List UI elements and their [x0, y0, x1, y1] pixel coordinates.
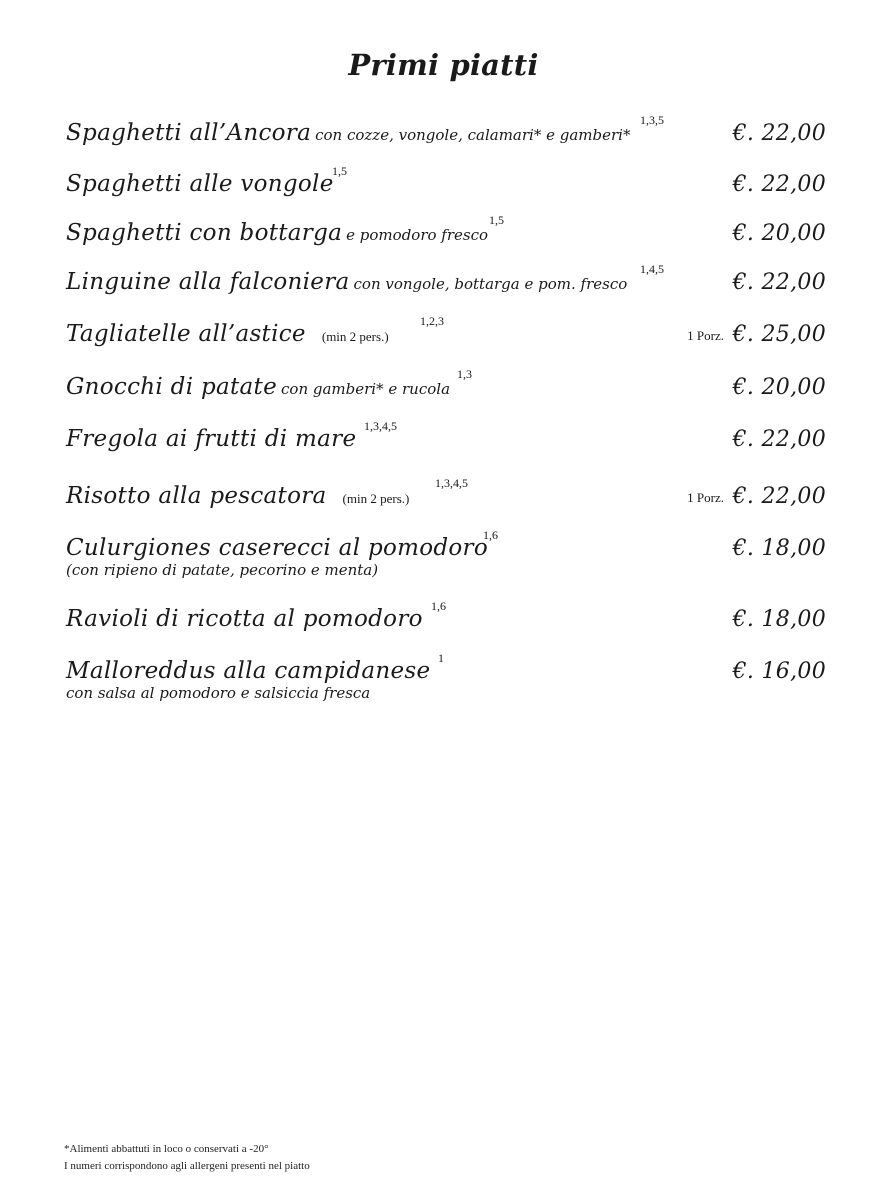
- dish-description: con vongole, bottarga e pom. fresco: [353, 275, 628, 293]
- dish-price: €. 22,00: [732, 484, 826, 509]
- dish-description: con cozze, vongole, calamari* e gamberi*: [315, 126, 631, 144]
- dish-description: con salsa al pomodoro e salsiccia fresca: [66, 684, 371, 702]
- menu-item: [66, 524, 826, 560]
- dish-price: €. 18,00: [732, 607, 826, 632]
- dish-note: (min 2 pers.): [342, 491, 410, 506]
- allergen-codes: 1,3,4,5: [364, 419, 397, 433]
- menu-item: [66, 310, 826, 346]
- menu-item: [66, 472, 826, 508]
- dish-price: €. 18,00: [732, 536, 826, 561]
- dish-price: €. 20,00: [732, 221, 826, 246]
- menu-item: [66, 209, 826, 245]
- menu-item: [66, 415, 826, 451]
- footnote-allergens: I numeri corrispondono agli allergeni presenti nel piatto: [64, 1160, 310, 1172]
- dish-description: e pomodoro fresco: [346, 226, 489, 244]
- dish-price: €. 16,00: [732, 659, 826, 684]
- menu-item: [66, 647, 826, 683]
- allergen-codes: 1,4,5: [640, 262, 664, 276]
- dish-name: Ravioli di ricotta al pomodoro: [66, 606, 423, 632]
- footnote-frozen: *Alimenti abbattuti in loco o conservati a -20°: [64, 1143, 269, 1155]
- menu-item: [66, 160, 826, 196]
- portion-label: 1 Porz.: [687, 328, 724, 343]
- dish-price: €. 20,00: [732, 375, 826, 400]
- dish-description: con gamberi* e rucola: [281, 380, 451, 398]
- dish-price: €. 22,00: [732, 121, 826, 146]
- dish-name: Spaghetti con bottarga e pomodoro fresco: [66, 220, 489, 246]
- menu-item: [66, 109, 826, 145]
- dish-name: Fregola ai frutti di mare: [66, 426, 357, 452]
- dish-name: Spaghetti all’Ancora con cozze, vongole, calamari* e gamberi*: [66, 120, 631, 146]
- dish-name: Tagliatelle all’astice (min 2 pers.): [66, 321, 389, 347]
- allergen-codes: 1,5: [489, 213, 504, 227]
- dish-note: (min 2 pers.): [321, 329, 389, 344]
- page-title: Primi piatti: [348, 48, 539, 82]
- dish-price: €. 22,00: [732, 427, 826, 452]
- dish-name: Risotto alla pescatora (min 2 pers.): [66, 483, 410, 509]
- menu-item: [66, 258, 826, 294]
- allergen-codes: 1,3: [457, 367, 472, 381]
- menu-item: [66, 595, 826, 631]
- dish-price: €. 22,00: [732, 172, 826, 197]
- allergen-codes: 1,3,4,5: [435, 476, 468, 490]
- dish-name: Malloreddus alla campidanese: [66, 658, 431, 684]
- allergen-codes: 1,3,5: [640, 113, 664, 127]
- allergen-codes: 1,2,3: [420, 314, 444, 328]
- dish-name: Spaghetti alle vongole: [66, 171, 334, 197]
- allergen-codes: 1: [438, 651, 444, 665]
- allergen-codes: 1,6: [431, 599, 446, 613]
- dish-description: (con ripieno di patate, pecorino e menta): [66, 561, 379, 579]
- dish-name: Culurgiones caserecci al pomodoro: [66, 535, 489, 561]
- allergen-codes: 1,5: [332, 164, 347, 178]
- portion-label: 1 Porz.: [687, 490, 724, 505]
- dish-name: Gnocchi di patate con gamberi* e rucola: [66, 374, 451, 400]
- dish-name: Linguine alla falconiera con vongole, bottarga e pom. fresco: [66, 269, 628, 295]
- allergen-codes: 1,6: [483, 528, 498, 542]
- menu-item: [66, 363, 826, 399]
- dish-price: €. 22,00: [732, 270, 826, 295]
- dish-price: €. 25,00: [732, 322, 826, 347]
